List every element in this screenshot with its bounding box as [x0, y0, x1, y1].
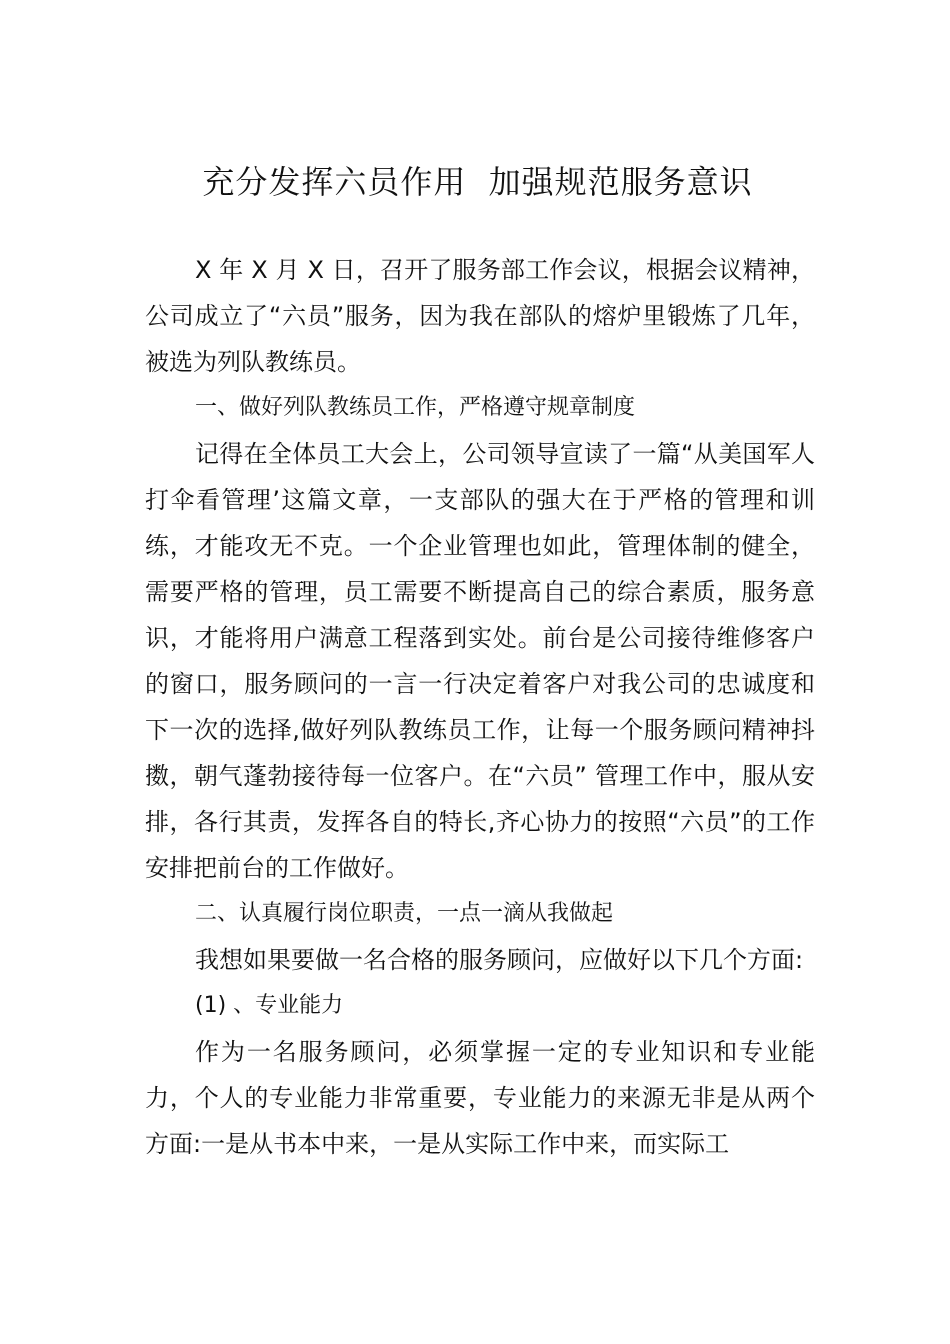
section-heading-1: 一、做好列队教练员工作，严格遵守规章制度	[195, 395, 636, 420]
section-1-paragraph: 记得在全体员工大会上，公司领导宣读了一篇“从美国军人打伞看管理’这篇文章，一支部队的强大在于严格的管理和训练，才能攻无不克。一个企业管理也如此，管理体制的健全，需要严格的管理，员工需要不断提高自己的综合素质，服务意识，才能将用户满意工程落到实处。前台是公司接待维修客户的窗口，服务顾问的一言一行决定着客户对我公司的忠诚度和下一次的选择,做好列队教练员工作，让每一个服务顾问精神抖擞，朝气蓬勃接待每一位客户。在“六员” 管理工作中，服从安排，各行其责，发挥各自的特长,齐心协力的按照“六员”的工作安排把前台的工作做好。	[145, 440, 815, 882]
section-2-paragraph: 我想如果要做一名合格的服务顾问，应做好以下几个方面:	[195, 946, 804, 974]
subsection-heading-1: (1) 、专业能力	[195, 993, 344, 1018]
intro-paragraph: X 年 X 月 X 日，召开了服务部工作会议，根据会议精神，公司成立了“六员”服务，因为我在部队的熔炉里锻炼了几年，被选为列队教练员。	[145, 256, 815, 376]
document-body	[145, 247, 815, 1167]
section-heading-2: 二、认真履行岗位职责，一点一滴从我做起	[195, 901, 614, 926]
document-title: 充分发挥六员作用 加强规范服务意识	[202, 163, 753, 201]
subsection-1-paragraph: 作为一名服务顾问，必须掌握一定的专业知识和专业能力，个人的专业能力非常重要，专业能力的来源无非是从两个方面:一是从书本中来，一是从实际工作中来，而实际工	[145, 1038, 815, 1158]
